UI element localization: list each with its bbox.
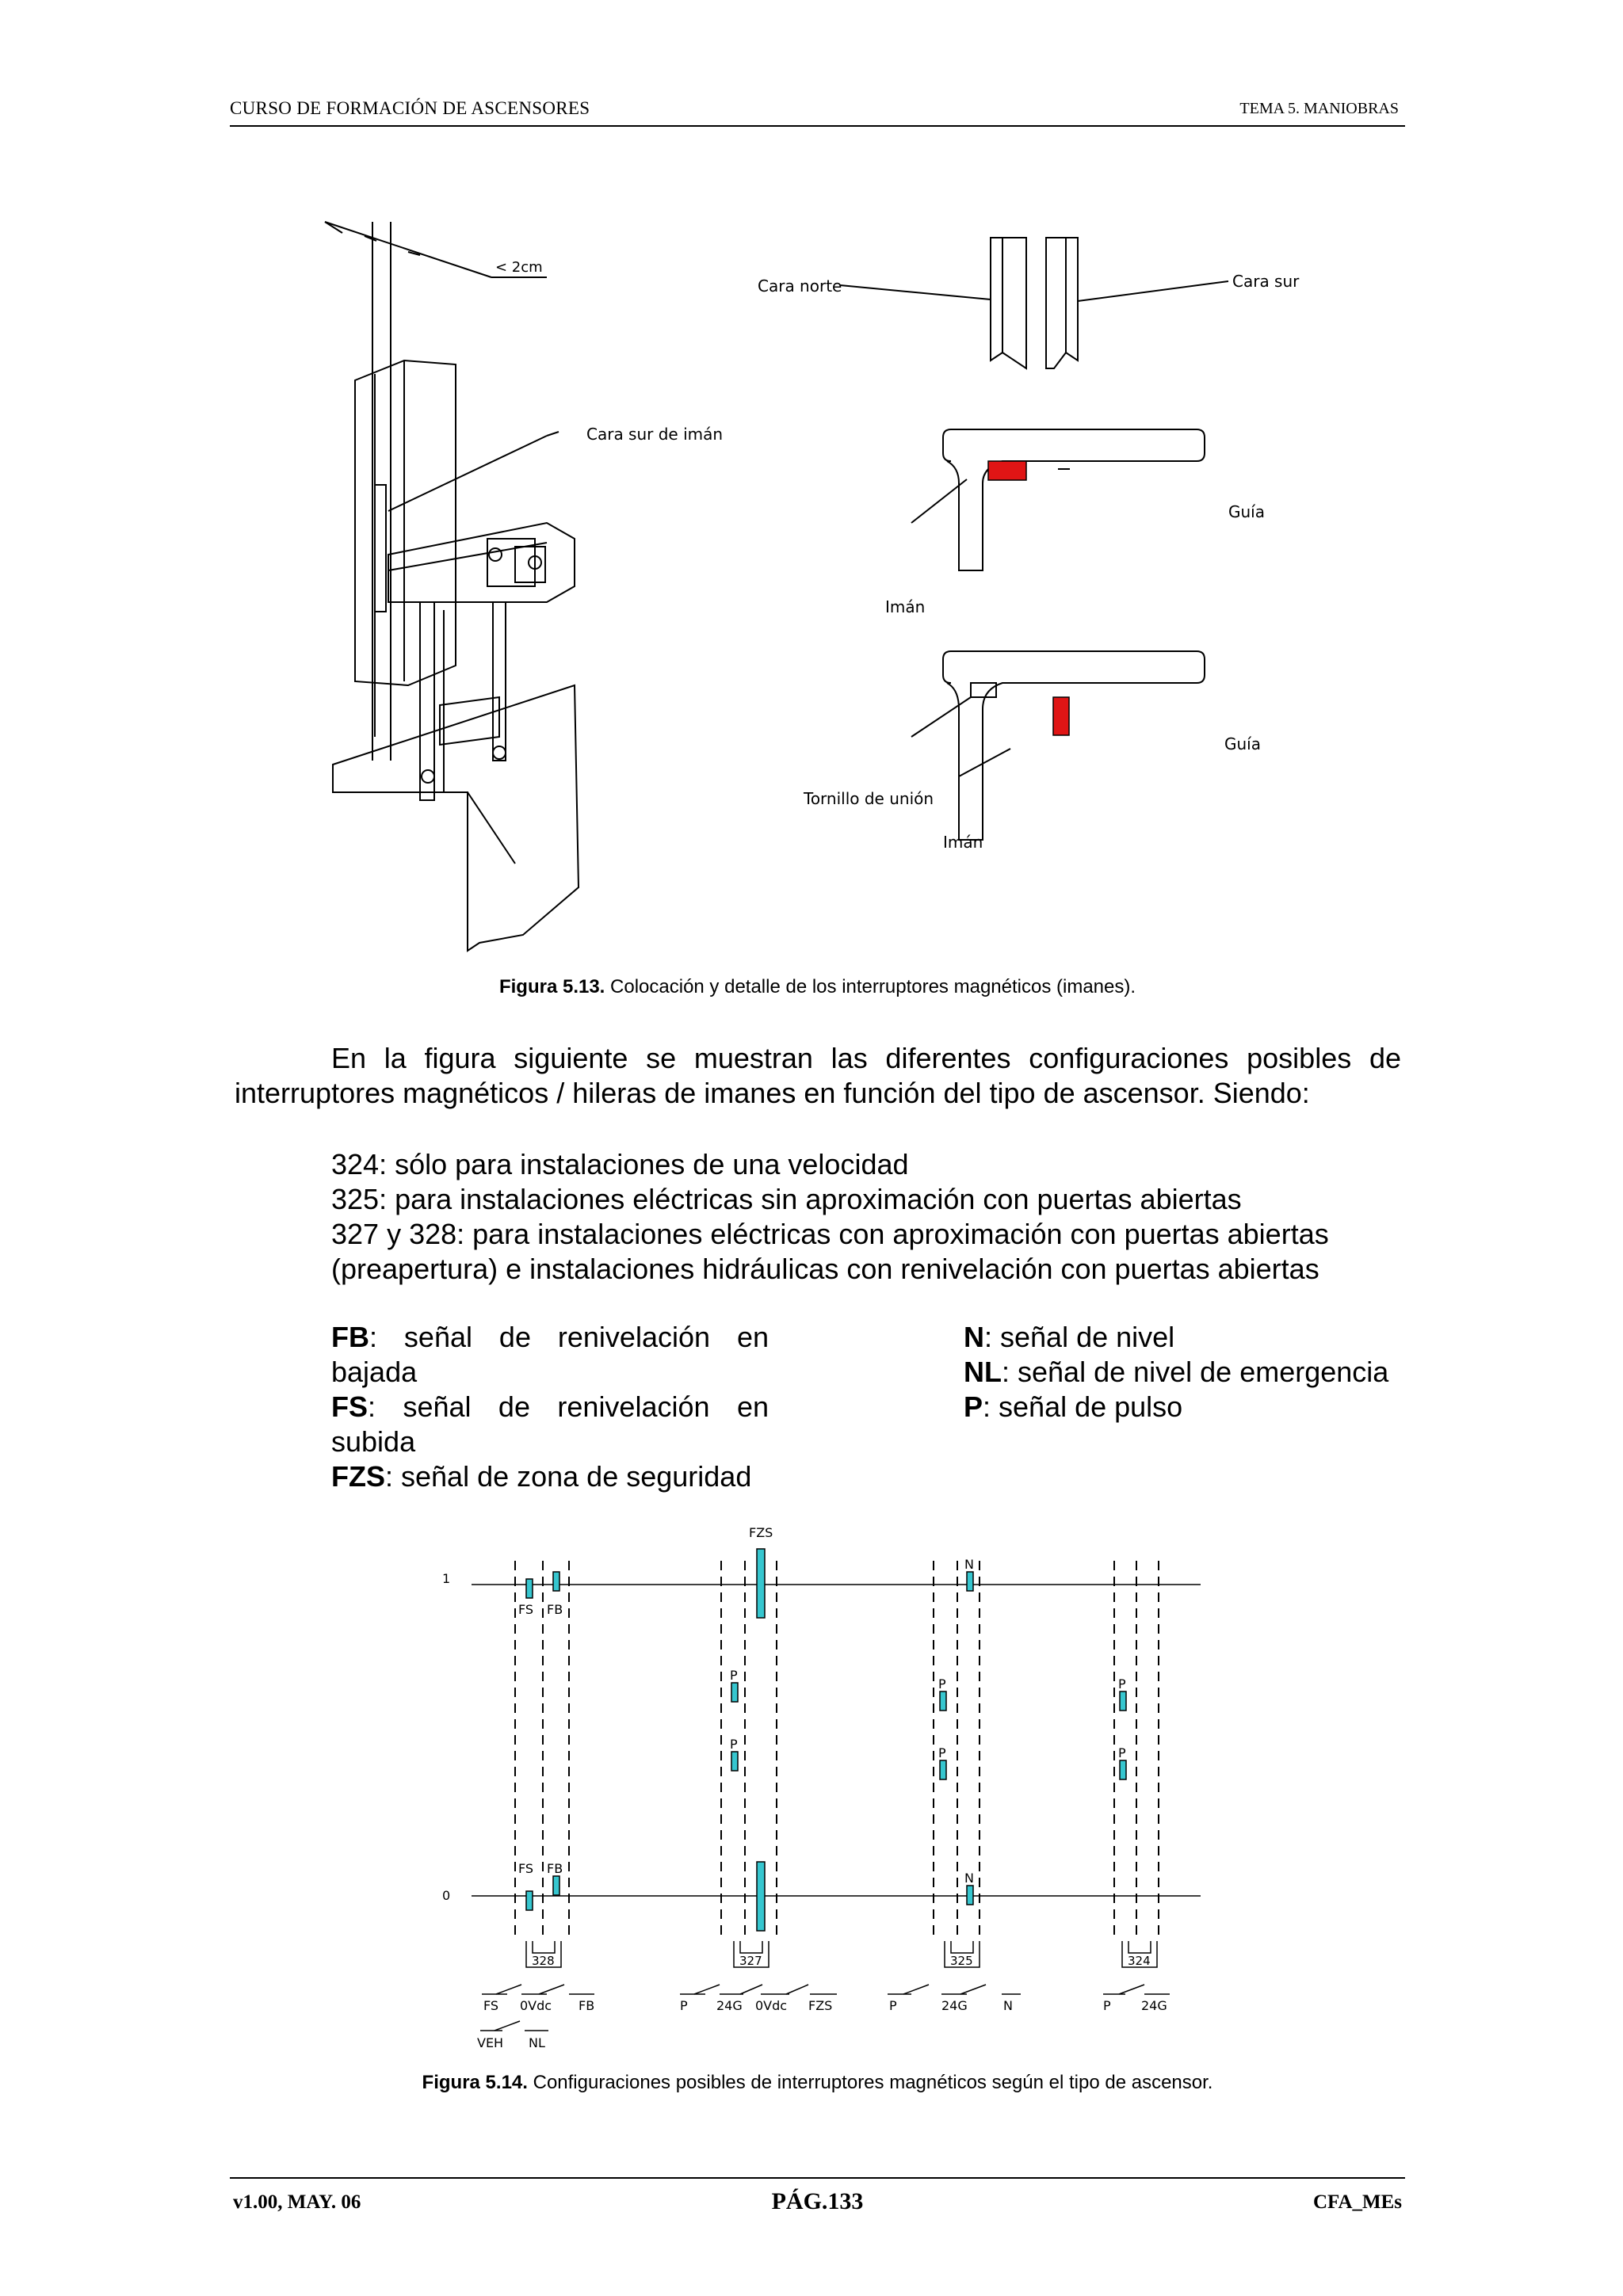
contact-label: 24G — [941, 1998, 968, 2013]
definition-item — [964, 1355, 1401, 1390]
unit-label-328: 328 — [532, 1954, 555, 1968]
magnet-label-p: P — [938, 1676, 946, 1691]
label-dimension: < 2cm — [495, 259, 543, 276]
label-tornillo: Tornillo de unión — [804, 789, 934, 808]
contact-label: P — [680, 1998, 688, 2013]
definition-term: P — [964, 1390, 983, 1423]
header-chapter: TEMA 5. MANIOBRAS — [1239, 100, 1399, 117]
list-item: 324: sólo para instalaciones de una velocidad — [331, 1148, 909, 1180]
definition-item — [964, 1320, 1401, 1355]
magnet-label-fs: FS — [518, 1602, 534, 1617]
list-item: 325: para instalaciones eléctricas sin aproximación con puertas abiertas — [331, 1183, 1242, 1215]
magnet-label-n: N — [964, 1557, 974, 1572]
unit-label-325: 325 — [950, 1954, 973, 1968]
header-course-title: CURSO DE FORMACIÓN DE ASCENSORES — [230, 98, 590, 118]
definition-term: N — [964, 1321, 984, 1353]
contact-label: 0Vdc — [755, 1998, 788, 2013]
contact-label: N — [1003, 1998, 1013, 2013]
footer-version: v1.00, MAY. 06 — [233, 2191, 361, 2213]
magnet-label-n: N — [964, 1871, 974, 1886]
label-iman-2: Imán — [943, 833, 983, 852]
definition-text: : señal de renivelación en subida — [331, 1390, 769, 1458]
page-header — [230, 97, 1405, 127]
label-cara-norte: Cara norte — [758, 277, 842, 296]
contact-label: P — [889, 1998, 897, 2013]
definition-term: NL — [964, 1356, 1002, 1388]
contact-label: FZS — [808, 1998, 833, 2013]
figure-5-14 — [428, 1521, 1220, 2076]
intro-paragraph — [235, 1041, 1401, 1111]
footer-code: CFA_MEs — [1312, 2191, 1402, 2213]
definitions-left — [331, 1320, 769, 1494]
contact-label: FS — [483, 1998, 499, 2013]
definition-item — [331, 1390, 769, 1459]
label-iman-1: Imán — [885, 597, 926, 616]
label-guia-2: Guía — [1224, 734, 1261, 753]
label-guia-1: Guía — [1228, 502, 1265, 521]
definition-item — [964, 1390, 1401, 1425]
definition-text: : señal de pulso — [983, 1390, 1183, 1423]
figure-5-13 — [285, 190, 1395, 982]
definition-item — [331, 1320, 769, 1390]
magnet-label-fb: FB — [547, 1861, 563, 1876]
contact-label: P — [1103, 1998, 1111, 2013]
magnet-label-p: P — [1118, 1745, 1126, 1760]
contact-label: FB — [579, 1998, 595, 2013]
definition-term: FZS — [331, 1460, 385, 1493]
magnet-label-p: P — [938, 1745, 946, 1760]
list-item: (preapertura) e instalaciones hidráulicas con renivelación con puertas abiertas — [331, 1253, 1319, 1285]
magnet-label-p: P — [730, 1668, 738, 1683]
figure-5-14-caption — [230, 2072, 1405, 2094]
definition-text: : señal de renivelación en bajada — [331, 1321, 769, 1388]
definition-text: : señal de nivel — [984, 1321, 1175, 1353]
caption-text: Colocación y detalle de los interruptores magnéticos (imanes). — [605, 976, 1136, 997]
magnet-label-p: P — [1118, 1676, 1126, 1691]
magnet-label-fzs: FZS — [749, 1525, 773, 1540]
definition-term: FS — [331, 1390, 369, 1423]
contact-label: 24G — [716, 1998, 743, 2013]
definition-item — [331, 1459, 769, 1494]
contact-label: VEH — [477, 2035, 504, 2050]
page-footer — [230, 2177, 1405, 2226]
figure-5-13-caption — [230, 976, 1405, 998]
label-cara-sur: Cara sur — [1232, 272, 1300, 291]
list-item: 327 y 328: para instalaciones eléctricas con aproximación con puertas abiertas — [331, 1218, 1329, 1250]
level-label-bottom: 0 — [442, 1888, 451, 1903]
definition-text: : señal de nivel de emergencia — [1002, 1356, 1389, 1388]
definition-text: : señal de zona de seguridad — [385, 1460, 752, 1493]
magnet-label-fs: FS — [518, 1861, 534, 1876]
level-label-top: 1 — [442, 1571, 451, 1586]
unit-label-324: 324 — [1128, 1954, 1151, 1968]
intro-paragraph-text: En la figura siguiente se muestran las diferentes configuraciones posibles de interruptores magnéticos / hileras de imanes en función del tipo de ascensor. Siendo: — [235, 1042, 1401, 1109]
magnet-group — [526, 1549, 1126, 1931]
label-cara-sur-iman: Cara sur de imán — [586, 425, 724, 444]
magnet-label-fb: FB — [547, 1602, 563, 1617]
contact-label: 24G — [1141, 1998, 1167, 2013]
caption-label: Figura 5.14. — [422, 2072, 528, 2093]
contact-label: 0Vdc — [520, 1998, 552, 2013]
caption-label: Figura 5.13. — [498, 976, 605, 997]
definition-term: FB — [331, 1321, 369, 1353]
caption-text: Configuraciones posibles de interruptores magnéticos según el tipo de ascensor. — [527, 2072, 1213, 2093]
configuration-list — [331, 1147, 1403, 1287]
contact-label: NL — [529, 2035, 545, 2050]
definitions-right — [964, 1320, 1401, 1425]
unit-label-327: 327 — [739, 1954, 762, 1968]
footer-page-number: PÁG.133 — [771, 2188, 864, 2214]
magnet-label-p: P — [730, 1737, 738, 1752]
